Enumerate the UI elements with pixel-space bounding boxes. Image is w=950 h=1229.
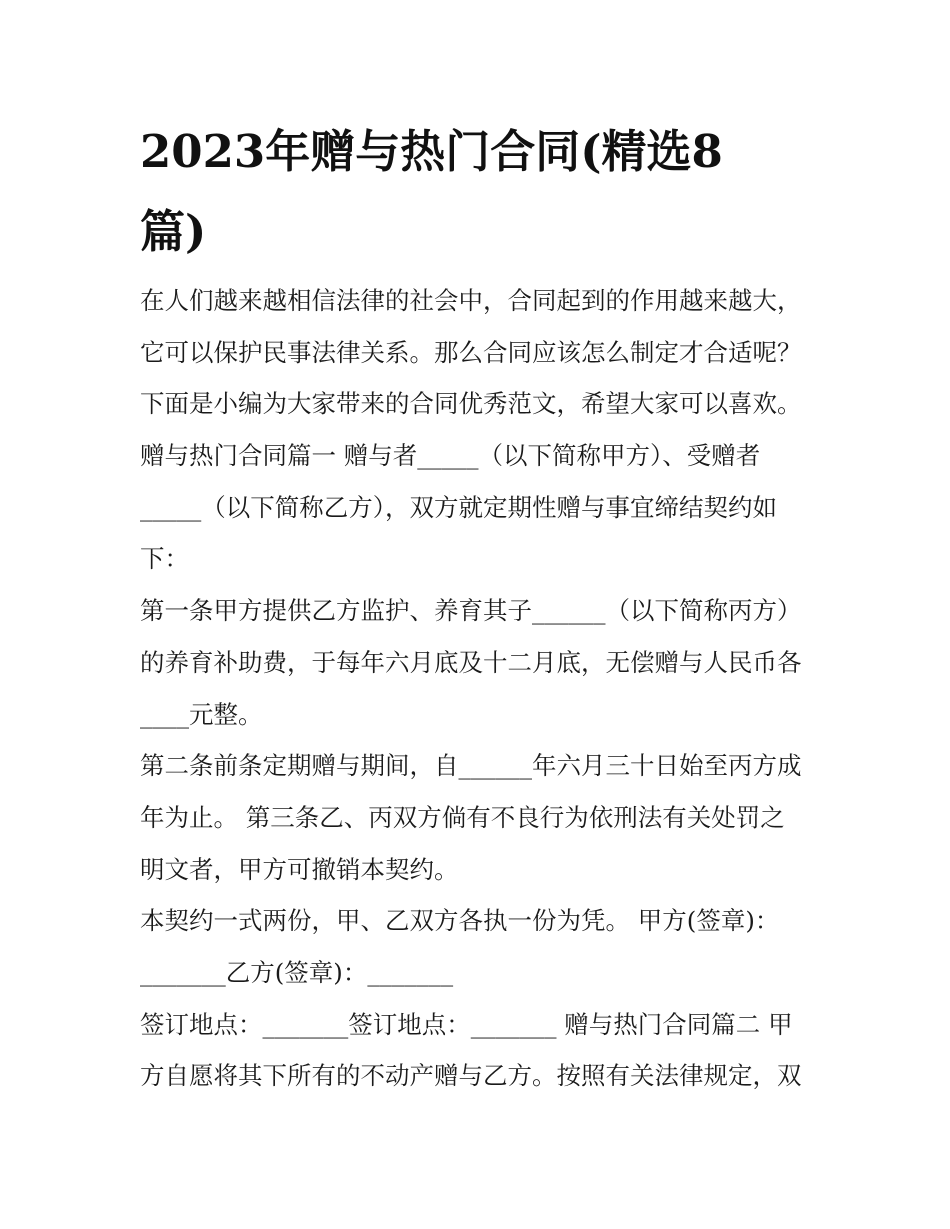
body-line: 明文者，甲方可撤销本契约。 (140, 854, 459, 884)
body-line: 第二条前条定期赠与期间，自______年六月三十日始至丙方成 (140, 751, 802, 781)
title-line: 篇) (140, 205, 207, 258)
body-line: 在人们越来越相信法律的社会中，合同起到的作用越来越大， (140, 286, 802, 315)
body-line: 方自愿将其下所有的不动产赠与乙方。按照有关法律规定，双 (140, 1061, 802, 1091)
body-line: 下： (140, 544, 189, 574)
document-body (140, 281, 820, 1108)
body-line: 下面是小编为大家带来的合同优秀范文，希望大家可以喜欢。 (140, 389, 802, 419)
body-line: 本契约一式两份，甲、乙双方各执一份为凭。 甲方(签章)： (140, 906, 780, 936)
body-line: _______乙方(签章)：_______ (140, 957, 454, 987)
title-line: 2023年赠与热门合同(精选8 (140, 125, 723, 178)
body-line: 第一条甲方提供乙方监护、养育其子______（以下简称丙方） (140, 596, 802, 626)
body-line: 它可以保护民事法律关系。那么合同应该怎么制定才合适呢？ (140, 337, 802, 367)
body-line: 的养育补助费，于每年六月底及十二月底，无偿赠与人民币各 (140, 647, 802, 677)
body-line: 赠与热门合同篇一 赠与者_____（以下简称甲方）、受赠者 (140, 441, 761, 471)
body-line: 年为止。 第三条乙、丙双方倘有不良行为依刑法有关处罚之 (140, 802, 785, 832)
body-line: ____元整。 (140, 699, 263, 729)
body-line: _____（以下简称乙方），双方就定期性赠与事宜缔结契约如 (140, 492, 777, 522)
document-title (140, 112, 820, 272)
body-line: 签订地点：_______签订地点：_______ 赠与热门合同篇二 甲 (140, 1009, 793, 1039)
